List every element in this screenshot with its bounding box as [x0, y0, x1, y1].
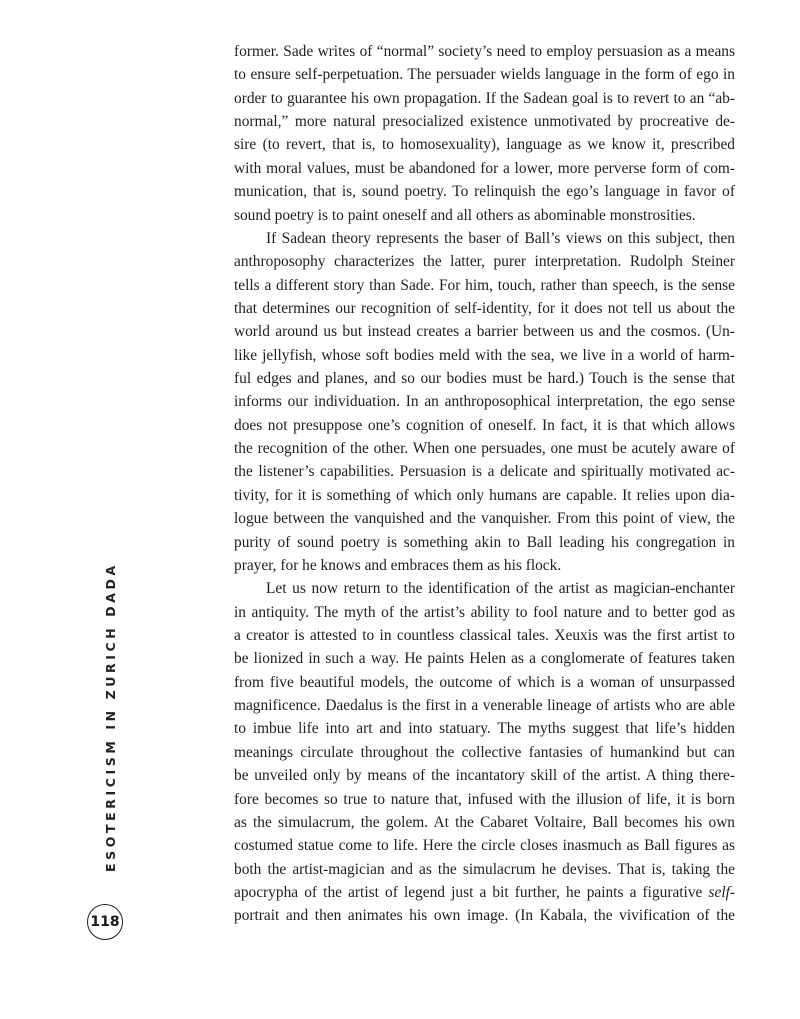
text-line: munication, that is, sound poetry. To relinquish the ego’s language in favor of	[234, 183, 735, 201]
text-line: If Sadean theory represents the baser of Ball’s views on this subject, then	[266, 229, 735, 247]
text-line: world around us but instead creates a barrier between us and the cosmos. (Un-	[234, 323, 735, 341]
text-line: fore becomes so true to nature that, infused with the illusion of life, it is born	[234, 790, 735, 808]
text-line: like jellyfish, whose soft bodies meld with the sea, we live in a world of harm-	[234, 346, 735, 364]
text-line: a creator is attested to in countless classical tales. Xeuxis was the first artist to	[234, 626, 735, 644]
text-line: from five beautiful models, the outcome of which is a woman of unsurpassed	[234, 673, 735, 691]
page-number-text: 118	[90, 914, 120, 930]
text-line: does not presuppose one’s cognition of oneself. In fact, it is that which allows	[234, 416, 735, 434]
text-line	[234, 881, 735, 904]
text-line: normal,” more natural presocialized existence unmotivated by procreative de-	[234, 113, 735, 131]
text-line: former. Sade writes of “normal” society’s need to employ persuasion as a means	[234, 43, 735, 60]
text-line: as the simulacrum, the golem. At the Cabaret Voltaire, Ball becomes his own	[234, 813, 735, 831]
text-line: the listener’s capabilities. Persuasion is a delicate and spiritually motivated ac-	[234, 463, 735, 481]
text-segment: apocrypha of the artist of legend just a bit further, he paints a figurative	[234, 883, 709, 901]
text-line: costumed statue come to life. Here the circle closes inasmuch as Ball figures as	[234, 837, 735, 855]
text-line: tells a different story than Sade. For him, touch, rather than speech, is the sense	[234, 276, 735, 294]
body-text	[234, 40, 735, 928]
text-line: the recognition of the other. When one persuades, one must be acutely aware of	[234, 440, 735, 458]
text-line: logue between the vanquished and the vanquisher. From this point of view, the	[234, 510, 735, 528]
text-line: sire (to revert, that is, to homosexuality), language as we know it, prescribed	[234, 136, 735, 154]
page-number	[87, 904, 123, 940]
text-line: prayer, for he knows and embraces them as his flock.	[234, 556, 562, 574]
text-line: portrait and then animates his own image. (In Kabala, the vivification of the	[234, 907, 735, 925]
text-line: purity of sound poetry is something akin to Ball leading his congregation in	[234, 533, 735, 551]
italic-word: self-	[708, 883, 735, 901]
text-line: in antiquity. The myth of the artist’s ability to fool nature and to better god as	[234, 603, 735, 621]
text-line: be lionized in such a way. He paints Helen as a conglomerate of features taken	[234, 650, 735, 668]
text-line: both the artist-magician and as the simulacrum he devises. That is, taking the	[234, 860, 735, 878]
text-line: magnificence. Daedalus is the first in a venerable lineage of artists who are able	[234, 697, 735, 715]
text-line: order to guarantee his own propagation. If the Sadean goal is to revert to an “ab-	[234, 89, 735, 107]
text-line: Let us now return to the identification of the artist as magician-enchanter	[266, 580, 735, 598]
text-line: that determines our recognition of self-identity, for it does not tell us about the	[234, 299, 735, 317]
text-line: sound poetry is to paint oneself and all others as abominable monstrosities.	[234, 206, 696, 224]
text-line: meanings circulate throughout the collective fantasies of humankind but can	[234, 743, 735, 761]
text-line: informs our individuation. In an anthroposophical interpretation, the ego sense	[234, 393, 735, 411]
running-head: ESOTERICISM IN ZURICH DADA	[103, 562, 118, 872]
text-line: be unveiled only by means of the incantatory skill of the artist. A thing there-	[234, 767, 735, 785]
text-line: to ensure self-perpetuation. The persuader wields language in the form of ego in	[234, 66, 735, 84]
text-line: anthroposophy characterizes the latter, purer interpretation. Rudolph Steiner	[234, 253, 735, 271]
text-line: to imbue life into art and into statuary. The myths suggest that life’s hidden	[234, 720, 735, 738]
text-line: ful edges and planes, and so our bodies must be hard.) Touch is the sense that	[234, 370, 735, 388]
text-line: tivity, for it is something of which only humans are capable. It relies upon dia-	[234, 486, 735, 504]
text-line: with moral values, must be abandoned for a lower, more perverse form of com-	[234, 159, 735, 177]
